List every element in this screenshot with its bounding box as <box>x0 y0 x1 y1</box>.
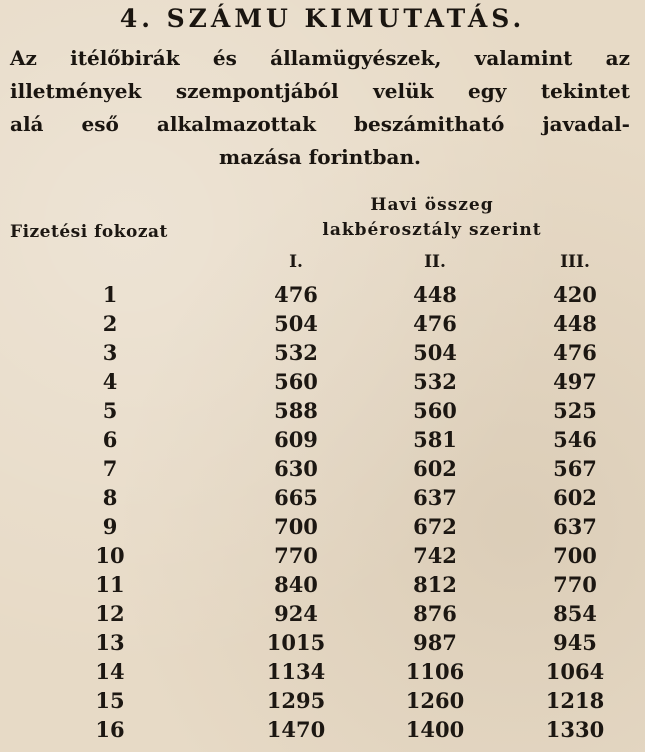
grade-cell: 15 <box>95 688 125 713</box>
grade-cell: 11 <box>95 572 125 597</box>
table-row <box>0 599 645 628</box>
class-3-value: 546 <box>553 427 597 452</box>
class-2-value: 637 <box>413 485 457 510</box>
class-1-value: 924 <box>274 601 318 626</box>
table-row <box>0 628 645 657</box>
class-1-value: 476 <box>274 282 318 307</box>
class-3-value: 476 <box>553 340 597 365</box>
class-header-2: II. <box>424 252 446 272</box>
class-1-value: 1134 <box>266 659 326 684</box>
table-row <box>0 338 645 367</box>
grade-cell: 7 <box>102 456 118 481</box>
class-1-value: 504 <box>274 311 318 336</box>
class-3-value: 420 <box>553 282 597 307</box>
class-3-value: 448 <box>553 311 597 336</box>
class-3-value: 497 <box>553 369 597 394</box>
grade-column-header: Fizetési fokozat <box>10 222 168 242</box>
class-1-value: 770 <box>274 543 318 568</box>
grade-cell: 9 <box>102 514 118 539</box>
grade-cell: 6 <box>102 427 118 452</box>
class-header-1: I. <box>289 252 303 272</box>
class-3-value: 854 <box>553 601 597 626</box>
class-2-value: 448 <box>413 282 457 307</box>
table-row <box>0 512 645 541</box>
table-row <box>0 367 645 396</box>
class-2-value: 602 <box>413 456 457 481</box>
table-row <box>0 454 645 483</box>
class-1-value: 700 <box>274 514 318 539</box>
table-row <box>0 396 645 425</box>
grade-cell: 16 <box>95 717 125 742</box>
class-3-value: 602 <box>553 485 597 510</box>
amount-group-header: Havi összeg <box>370 195 494 215</box>
class-2-value: 672 <box>413 514 457 539</box>
class-2-value: 532 <box>413 369 457 394</box>
class-1-value: 630 <box>274 456 318 481</box>
table-row <box>0 280 645 309</box>
grade-cell: 4 <box>102 369 118 394</box>
class-1-value: 532 <box>274 340 318 365</box>
table-row <box>0 309 645 338</box>
class-1-value: 665 <box>274 485 318 510</box>
grade-cell: 13 <box>95 630 125 655</box>
grade-cell: 1 <box>102 282 118 307</box>
table-row <box>0 570 645 599</box>
caption-line-4: mazása forintban. <box>219 145 421 169</box>
salary-table-body <box>0 280 645 744</box>
table-row <box>0 541 645 570</box>
class-1-value: 609 <box>274 427 318 452</box>
class-2-value: 1400 <box>405 717 465 742</box>
grade-cell: 14 <box>95 659 125 684</box>
document-title: 4. SZÁMU KIMUTATÁS. <box>119 4 526 33</box>
housing-class-group-header: lakbérosztály szerint <box>322 220 542 240</box>
grade-cell: 8 <box>102 485 118 510</box>
table-row <box>0 686 645 715</box>
class-3-value: 1064 <box>545 659 605 684</box>
grade-cell: 10 <box>95 543 125 568</box>
class-1-value: 1015 <box>266 630 326 655</box>
grade-cell: 2 <box>102 311 118 336</box>
grade-cell: 12 <box>95 601 125 626</box>
class-3-value: 525 <box>553 398 597 423</box>
caption-line-3: alá eső alkalmazottak beszámitható javadal- <box>10 112 630 136</box>
class-3-value: 770 <box>553 572 597 597</box>
class-2-value: 1106 <box>405 659 465 684</box>
class-1-value: 1470 <box>266 717 326 742</box>
class-2-value: 476 <box>413 311 457 336</box>
class-3-value: 945 <box>553 630 597 655</box>
class-2-value: 876 <box>413 601 457 626</box>
grade-cell: 3 <box>102 340 118 365</box>
class-2-value: 1260 <box>405 688 465 713</box>
caption-line-1: Az itélőbirák és államügyészek, valamint az <box>10 46 630 70</box>
class-1-value: 1295 <box>266 688 326 713</box>
class-1-value: 560 <box>274 369 318 394</box>
class-3-value: 637 <box>553 514 597 539</box>
grade-cell: 5 <box>102 398 118 423</box>
class-header-3: III. <box>560 252 590 272</box>
class-1-value: 588 <box>274 398 318 423</box>
class-2-value: 504 <box>413 340 457 365</box>
class-2-value: 560 <box>413 398 457 423</box>
table-caption <box>10 42 630 174</box>
table-row <box>0 425 645 454</box>
class-3-value: 1218 <box>545 688 605 713</box>
class-2-value: 987 <box>413 630 457 655</box>
class-2-value: 581 <box>413 427 457 452</box>
caption-line-2: illetmények szempontjából velük egy tekintet <box>10 79 630 103</box>
class-3-value: 700 <box>553 543 597 568</box>
class-2-value: 812 <box>413 572 457 597</box>
table-row <box>0 657 645 686</box>
table-row <box>0 483 645 512</box>
class-3-value: 567 <box>553 456 597 481</box>
class-3-value: 1330 <box>545 717 605 742</box>
table-row <box>0 715 645 744</box>
class-2-value: 742 <box>413 543 457 568</box>
class-1-value: 840 <box>274 572 318 597</box>
